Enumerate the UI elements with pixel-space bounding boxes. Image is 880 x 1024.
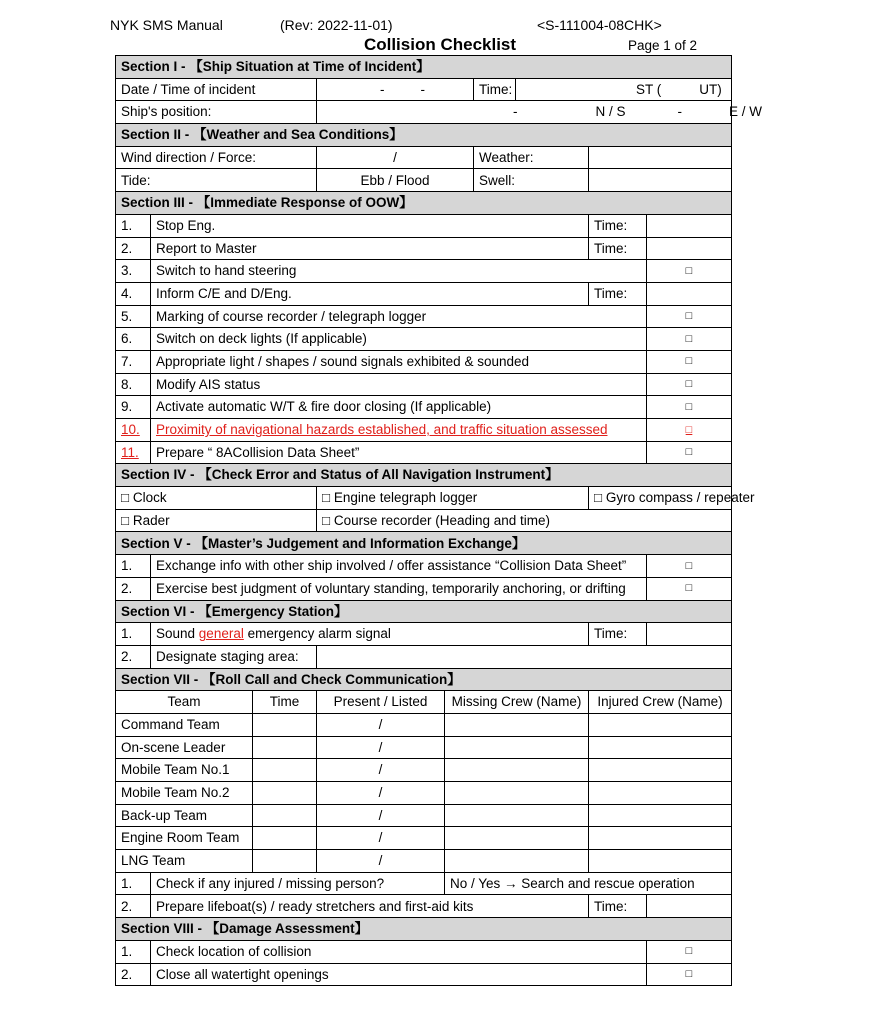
weather-label: Weather: [474, 146, 589, 169]
table-row [116, 782, 732, 805]
section-6-title: Section VI - 【Emergency Station】 [116, 600, 732, 623]
checklist-row [116, 872, 732, 895]
time-label: Time: [589, 214, 647, 237]
table-row [116, 850, 732, 873]
injured-crew-field[interactable] [589, 713, 732, 736]
wind-row [116, 146, 732, 169]
item-text: Report to Master [151, 237, 589, 260]
ship-position-row [116, 101, 732, 124]
time-field[interactable] [647, 237, 732, 260]
team-name: Engine Room Team [116, 827, 253, 850]
instrument-row [116, 487, 732, 510]
item-text: Exchange info with other ship involved / offer assistance “Collision Data Sheet” [151, 555, 647, 578]
time-label: Time: [589, 623, 647, 646]
item-text: Inform C/E and D/Eng. [151, 282, 589, 305]
instrument-check-course-recorder[interactable]: □ Course recorder (Heading and time) [317, 509, 732, 532]
column-header: Injured Crew (Name) [589, 691, 732, 714]
ship-position-label: Ship's position: [116, 101, 317, 124]
item-number: 8. [116, 373, 151, 396]
checklist-row-highlighted [116, 419, 732, 442]
checklist-row [116, 555, 732, 578]
checklist-row [116, 260, 732, 283]
date-dash: - [380, 81, 385, 97]
instrument-check-gyro-compass[interactable]: □ Gyro compass / repeater [589, 487, 732, 510]
item-number: 6. [116, 328, 151, 351]
item-number: 2. [116, 237, 151, 260]
present-listed-field[interactable]: / [317, 850, 445, 873]
weather-field[interactable] [589, 146, 732, 169]
time-field[interactable] [516, 78, 732, 101]
injured-crew-field[interactable] [589, 850, 732, 873]
team-name: On-scene Leader [116, 736, 253, 759]
item-text: Prepare lifeboat(s) / ready stretchers and first-aid kits [151, 895, 589, 918]
item-number: 5. [116, 305, 151, 328]
section-2-title: Section II - 【Weather and Sea Conditions】 [116, 124, 732, 147]
checkbox[interactable]: □ [647, 328, 732, 351]
checklist-row [116, 237, 732, 260]
time-label: Time: [589, 237, 647, 260]
ship-position-field[interactable] [317, 101, 763, 124]
item-number: 2. [116, 577, 151, 600]
checklist-row [116, 577, 732, 600]
table-row [116, 713, 732, 736]
team-name: Back-up Team [116, 804, 253, 827]
table-row [116, 759, 732, 782]
table-row [116, 736, 732, 759]
item-text: Designate staging area: [151, 645, 317, 668]
date-dash: - [420, 81, 425, 97]
checklist-row [116, 328, 732, 351]
checkbox[interactable]: □ [647, 419, 732, 442]
item-text: Activate automatic W/T & fire door closing (If applicable) [151, 396, 647, 419]
item-number: 7. [116, 350, 151, 373]
column-header: Present / Listed [317, 691, 445, 714]
date-field[interactable] [317, 78, 474, 101]
table-row [116, 804, 732, 827]
checklist-row [116, 282, 732, 305]
missing-crew-field[interactable] [445, 713, 589, 736]
checkbox[interactable]: □ [647, 940, 732, 963]
missing-crew-field[interactable] [445, 827, 589, 850]
time-field[interactable] [253, 736, 317, 759]
section-8-title: Section VIII - 【Damage Assessment】 [116, 918, 732, 941]
checkbox[interactable]: □ [647, 260, 732, 283]
injured-crew-field[interactable] [589, 827, 732, 850]
item-text [151, 623, 589, 646]
item-number: 11. [116, 441, 151, 464]
highlighted-word: general [198, 626, 244, 642]
item-number: 9. [116, 396, 151, 419]
missing-crew-field[interactable] [445, 736, 589, 759]
time-field[interactable] [647, 623, 732, 646]
section-7-title: Section VII - 【Roll Call and Check Communication】 [116, 668, 732, 691]
time-label: Time: [474, 78, 516, 101]
north-south-label: N / S [595, 104, 626, 120]
checklist-row [116, 940, 732, 963]
time-field[interactable] [253, 713, 317, 736]
table-row [116, 827, 732, 850]
item-number: 2. [116, 645, 151, 668]
item-text: Appropriate light / shapes / sound signals exhibited & sounded [151, 350, 647, 373]
page-number: Page 1 of 2 [628, 38, 698, 53]
injured-crew-field[interactable] [589, 759, 732, 782]
time-field[interactable] [253, 759, 317, 782]
staging-area-field[interactable] [317, 645, 732, 668]
item-number: 1. [116, 214, 151, 237]
team-name: Command Team [116, 713, 253, 736]
column-header: Team [116, 691, 253, 714]
instrument-row [116, 509, 732, 532]
checkbox[interactable]: □ [647, 577, 732, 600]
checkbox[interactable]: □ [647, 305, 732, 328]
swell-label: Swell: [474, 169, 589, 192]
item-text: Close all watertight openings [151, 963, 647, 986]
revision: (Rev: 2022-11-01) [280, 17, 393, 33]
east-west-label: E / W [729, 104, 763, 120]
checklist-row [116, 350, 732, 373]
section-4-title: Section IV - 【Check Error and Status of All Navigation Instrument】 [116, 464, 732, 487]
position-dash: - [677, 104, 683, 120]
ut-label: UT) [699, 81, 722, 97]
wind-label: Wind direction / Force: [116, 146, 317, 169]
item-number: 1. [116, 940, 151, 963]
instrument-check-radar[interactable]: □ Rader [116, 509, 317, 532]
st-label: ST ( [636, 81, 662, 97]
team-name: Mobile Team No.2 [116, 782, 253, 805]
position-dash: - [513, 104, 518, 120]
injured-crew-field[interactable] [589, 736, 732, 759]
date-time-label: Date / Time of incident [116, 78, 317, 101]
checklist-row [116, 214, 732, 237]
checklist-row [116, 963, 732, 986]
item-number: 4. [116, 282, 151, 305]
section-5-title: Section V - 【Master’s Judgement and Information Exchange】 [116, 532, 732, 555]
item-text: Exercise best judgment of voluntary standing, temporarily anchoring, or drifting [151, 577, 647, 600]
checklist-row [116, 441, 732, 464]
item-text: Proximity of navigational hazards established, and traffic situation assessed [151, 419, 647, 442]
wind-field[interactable]: / [317, 146, 474, 169]
injured-crew-field[interactable] [589, 804, 732, 827]
time-field[interactable] [253, 850, 317, 873]
missing-crew-field[interactable] [445, 804, 589, 827]
team-name: Mobile Team No.1 [116, 759, 253, 782]
time-field[interactable] [253, 827, 317, 850]
roll-call-header [116, 691, 732, 714]
item-text-part: Sound [156, 626, 199, 642]
time-field[interactable] [647, 214, 732, 237]
checkbox[interactable]: □ [647, 441, 732, 464]
item-text: Switch on deck lights (If applicable) [151, 328, 647, 351]
item-text: Modify AIS status [151, 373, 647, 396]
tide-field[interactable]: Ebb / Flood [317, 169, 474, 192]
present-listed-field[interactable]: / [317, 804, 445, 827]
injured-crew-field[interactable] [589, 782, 732, 805]
date-time-row [116, 78, 732, 101]
instrument-check-telegraph-logger[interactable]: □ Engine telegraph logger [317, 487, 589, 510]
checklist-row [116, 645, 732, 668]
checklist-row [116, 623, 732, 646]
item-number: 2. [116, 963, 151, 986]
section-3-title: Section III - 【Immediate Response of OOW】 [116, 192, 732, 215]
item-number: 1. [116, 555, 151, 578]
missing-crew-field[interactable] [445, 782, 589, 805]
checkbox[interactable]: □ [647, 373, 732, 396]
checkbox[interactable]: □ [647, 555, 732, 578]
time-field[interactable] [253, 782, 317, 805]
item-number: 1. [116, 872, 151, 895]
swell-field[interactable] [589, 169, 732, 192]
item-text-part: emergency alarm signal [243, 626, 391, 642]
item-number: 2. [116, 895, 151, 918]
item-number: 3. [116, 260, 151, 283]
item-number: 10. [116, 419, 151, 442]
item-text: Stop Eng. [151, 214, 589, 237]
time-field[interactable] [253, 804, 317, 827]
column-header: Time [253, 691, 317, 714]
manual-name: NYK SMS Manual [110, 17, 223, 33]
time-label: Time: [589, 282, 647, 305]
item-text: Switch to hand steering [151, 260, 647, 283]
checkbox[interactable]: □ [647, 963, 732, 986]
checklist-row [116, 305, 732, 328]
search-rescue-answer[interactable]: No / Yes → Search and rescue operation [445, 872, 732, 895]
missing-crew-field[interactable] [445, 759, 589, 782]
page-title: Collision Checklist [363, 35, 517, 54]
present-listed-field[interactable]: / [317, 713, 445, 736]
document-code: <S-111004-08CHK> [537, 17, 662, 33]
present-listed-field[interactable]: / [317, 782, 445, 805]
present-listed-field[interactable]: / [317, 759, 445, 782]
checklist-row [116, 373, 732, 396]
tide-label: Tide: [116, 169, 317, 192]
checkbox[interactable]: □ [647, 396, 732, 419]
checklist-row [116, 895, 732, 918]
column-header: Missing Crew (Name) [445, 691, 589, 714]
instrument-check-clock[interactable]: □ Clock [116, 487, 317, 510]
checkbox[interactable]: □ [647, 350, 732, 373]
section-1-title: Section I - 【Ship Situation at Time of Incident】 [116, 56, 732, 79]
collision-checklist-table [115, 55, 763, 986]
time-field[interactable] [647, 282, 732, 305]
item-text: Check if any injured / missing person? [151, 872, 445, 895]
item-text: Prepare “ 8ACollision Data Sheet” [151, 441, 647, 464]
item-text: Marking of course recorder / telegraph logger [151, 305, 647, 328]
tide-row [116, 169, 732, 192]
team-name: LNG Team [116, 850, 253, 873]
time-label: Time: [589, 895, 647, 918]
missing-crew-field[interactable] [445, 850, 589, 873]
item-number: 1. [116, 623, 151, 646]
present-listed-field[interactable]: / [317, 827, 445, 850]
time-field[interactable] [647, 895, 732, 918]
item-text: Check location of collision [151, 940, 647, 963]
present-listed-field[interactable]: / [317, 736, 445, 759]
checklist-row [116, 396, 732, 419]
